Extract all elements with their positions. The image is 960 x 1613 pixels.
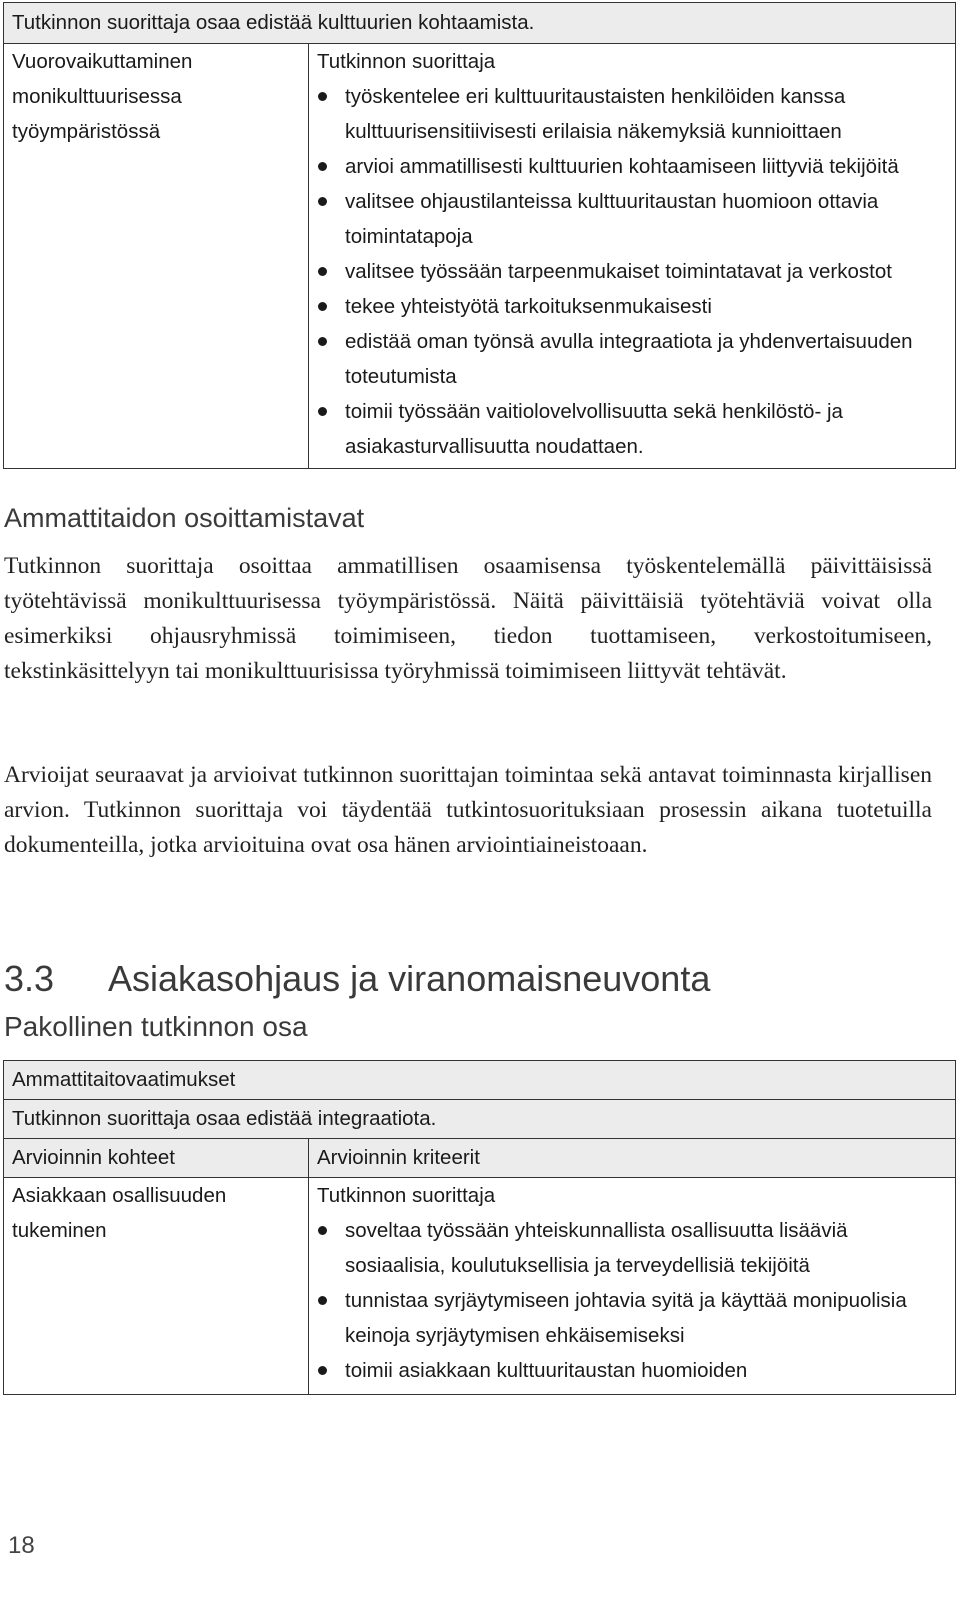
criteria-item: arvioi ammatillisesti kulttuurien kohtaamiseen liittyviä tekijöitä — [345, 149, 947, 184]
table2-criteria-cell — [309, 1178, 956, 1395]
table1-target-cell — [4, 44, 309, 469]
table1-body-row — [4, 44, 956, 469]
table2-target: Asiakkaan osallisuuden tukeminen — [12, 1184, 227, 1242]
table2-header-row-2 — [4, 1100, 956, 1139]
table2-column-header-row — [4, 1139, 956, 1178]
table2-body-row — [4, 1178, 956, 1395]
table2-col1-header: Arvioinnin kohteet — [4, 1139, 309, 1178]
table1-header: Tutkinnon suorittaja osaa edistää kulttuurien kohtaamista. — [4, 3, 956, 44]
table2-criteria-list — [317, 1213, 947, 1388]
table2-header-row-1 — [4, 1061, 956, 1100]
table1-header-row — [4, 3, 956, 44]
criteria-item: tunnistaa syrjäytymiseen johtavia syitä ja käyttää monipuolisia keinoja syrjäytymisen ehkäisemiseksi — [345, 1283, 947, 1353]
criteria-item: tekee yhteistyötä tarkoituksenmukaisesti — [345, 289, 947, 324]
section-number: 3.3 — [4, 958, 55, 999]
table2-header-1: Ammattitaitovaatimukset — [4, 1061, 956, 1100]
page-number: 18 — [8, 1532, 35, 1559]
demonstration-heading: Ammattitaidon osoittamistavat — [4, 503, 365, 533]
table1-criteria-intro: Tutkinnon suorittaja — [317, 50, 496, 73]
table2-target-cell — [4, 1178, 309, 1395]
table2-header-2: Tutkinnon suorittaja osaa edistää integraatiota. — [4, 1100, 956, 1139]
section-title-text: Asiakasohjaus ja viranomaisneuvonta — [108, 958, 711, 999]
criteria-item: toimii työssään vaitiolovelvollisuutta sekä henkilöstö- ja asiakasturvallisuutta noudattaen. — [345, 394, 947, 464]
requirements-table-2 — [3, 1060, 956, 1395]
criteria-item: valitsee ohjaustilanteissa kulttuuritaustan huomioon ottavia toimintatapoja — [345, 184, 947, 254]
demonstration-paragraph-1: Tutkinnon suorittaja osoittaa ammatillisen osaamisensa työskentelemällä päivittäisissä työtehtävissä monikulttuurisessa työympäristössä. Näitä päivittäisiä työtehtäviä voivat olla esimerkiksi ohjausryhmissä toimimiseen, tiedon tuottamiseen, verkostoitumiseen, tekstinkäsittelyyn tai monikulttuurisissa työryhmissä toimimiseen liittyvät tehtävät. — [4, 553, 932, 684]
section-title — [4, 958, 710, 1000]
criteria-item: toimii asiakkaan kulttuuritaustan huomioiden — [345, 1353, 947, 1388]
criteria-item: työskentelee eri kulttuuritaustaisten henkilöiden kanssa kulttuurisensitiivisesti erilaisia näkemyksiä kunnioittaen — [345, 79, 947, 149]
table1-criteria-cell — [309, 44, 956, 469]
table2-col2-header: Arvioinnin kriteerit — [309, 1139, 956, 1178]
demonstration-paragraph-2: Arvioijat seuraavat ja arvioivat tutkinnon suorittajan toimintaa sekä antavat toiminnasta kirjallisen arvion. Tutkinnon suorittaja voi täydentää tutkintosuorituksiaan prosessin aikana tuotetuilla dokumenteilla, jotka arvioituina ovat osa hänen arviointiaineistoaan. — [4, 762, 932, 858]
criteria-item: edistää oman työnsä avulla integraatiota ja yhdenvertaisuuden toteutumista — [345, 324, 947, 394]
table2-criteria-intro: Tutkinnon suorittaja — [317, 1184, 496, 1207]
table1-target: Vuorovaikuttaminen monikulttuurisessa työympäristössä — [12, 50, 193, 143]
criteria-item: soveltaa työssään yhteiskunnallista osallisuutta lisääviä sosiaalisia, koulutuksellisia ja terveydellisiä tekijöitä — [345, 1213, 947, 1283]
section-subtitle: Pakollinen tutkinnon osa — [4, 1011, 308, 1042]
table1-criteria-list — [317, 79, 947, 464]
criteria-item: valitsee työssään tarpeenmukaiset toimintatavat ja verkostot — [345, 254, 947, 289]
requirements-table-1 — [3, 2, 956, 469]
